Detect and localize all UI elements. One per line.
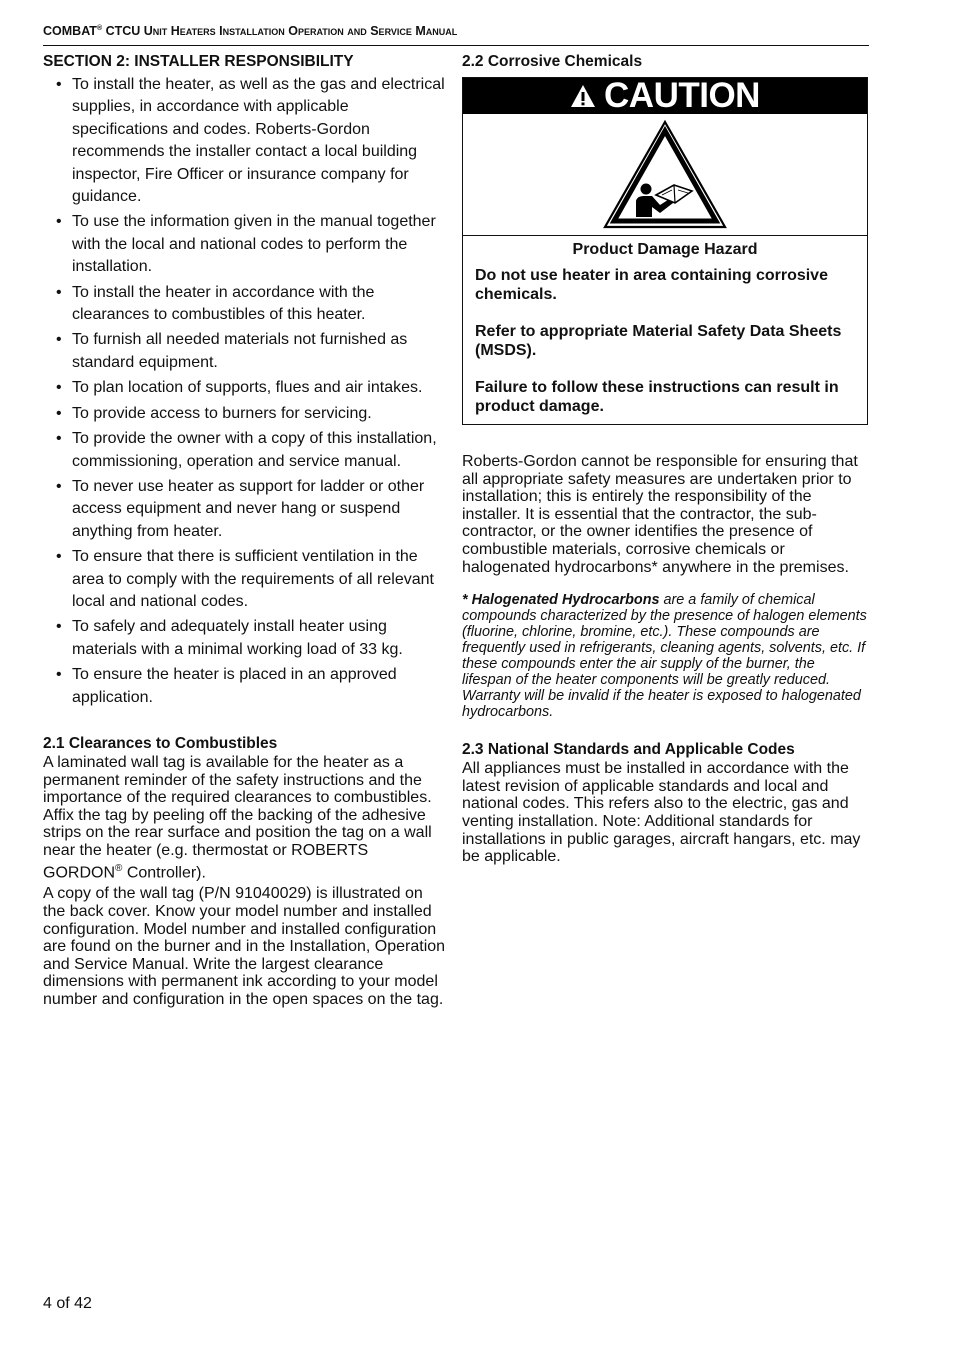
responsibility-item (43, 428, 448, 473)
responsibility-item-text: To ensure that there is sufficient ventilation in the area to comply with the requirements of all relevant local and national codes. (72, 548, 434, 610)
bullet-glyph: • (56, 548, 62, 566)
section2-title: SECTION 2: INSTALLER RESPONSIBILITY (43, 53, 354, 70)
section21-para1 (43, 754, 448, 881)
responsibility-item-text: To install the heater in accordance with the clearances to combustibles of this heater. (72, 283, 375, 324)
responsibility-item-text: To plan location of supports, flues and air intakes. (72, 379, 423, 397)
registered-mark: ® (115, 862, 123, 874)
warning-triangle-icon (570, 84, 596, 108)
bullet-glyph: • (56, 331, 62, 349)
responsibility-list (43, 74, 448, 709)
responsibility-item (43, 664, 448, 709)
bullet-glyph: • (56, 213, 62, 231)
bullet-glyph: • (56, 477, 62, 495)
responsibility-item-text: To ensure the heater is placed in an approved application. (72, 666, 397, 706)
halogen-note-term: * Halogenated Hydrocarbons (462, 592, 660, 609)
running-header (43, 24, 869, 46)
responsibility-item-text: To provide the owner with a copy of this installation, commissioning, operation and service manual. (72, 430, 437, 470)
responsibility-item-text: To provide access to burners for servicing. (72, 404, 372, 422)
section22-para1: Roberts-Gordon cannot be responsible for ensuring that all appropriate safety measures are undertaken prior to installation; this is entirely the responsibility of the installer. It is essential that the contractor, the sub-contractor, or the owner identifies the presence of combustible materials, corrosive chemicals or halogenated hydrocarbons* anywhere in the premises. (462, 453, 858, 576)
section23-title: 2.3 National Standards and Applicable Codes (462, 741, 795, 759)
caution-box (462, 77, 868, 425)
bullet-glyph: • (56, 283, 62, 301)
left-column (43, 52, 448, 1013)
bullet-glyph: • (56, 666, 62, 684)
responsibility-item (43, 74, 448, 208)
caution-label: CAUTION (604, 76, 760, 115)
responsibility-item (43, 282, 448, 327)
section21-title: 2.1 Clearances to Combustibles (43, 734, 278, 752)
read-manual-icon (602, 119, 728, 231)
bullet-glyph: • (56, 430, 62, 448)
bullet-glyph: • (56, 76, 62, 93)
caution-line: Failure to follow these instructions can result in product damage. (475, 379, 839, 415)
section21-para1-end: Controller). (122, 863, 206, 881)
responsibility-item (43, 377, 448, 399)
halogen-note-text: are a family of chemical compounds characterized by the presence of halogen elements (fluorine, chlorine, bromine, etc.). These compounds are frequently used in refrigerants, cleaning agents, solvents, etc. If these compounds enter the air supply of the burner, the lifespan of the heater components will be greatly reduced. Warranty will be invalid if the heater is exposed to halogenated hydrocarbons. (462, 592, 867, 721)
section21-para1-text: A laminated wall tag is available for the heater as a permanent reminder of the safety instructions and the importance of the required clearances to combustibles. Affix the tag by peeling off the backing of the adhesive strips on the rear surface and position the tag on a wall near the heater (e.g. thermostat or ROBERTS GORDON (43, 753, 432, 881)
section23-para: All appliances must be installed in accordance with the latest revision of applicable standards and local and national codes. This refers also to the electric, gas and venting installation. Note: Additional standards for installations in public garages, aircraft hangars, etc. may be applicable. (462, 760, 861, 866)
read-manual-pictogram (463, 114, 867, 236)
bullet-glyph: • (56, 379, 62, 397)
caution-line: Do not use heater in area containing corrosive chemicals. (475, 267, 828, 303)
brand-name: COMBAT (43, 24, 97, 38)
responsibility-item-text: To never use heater as support for ladder or other access equipment and never hang or suspend anything from heater. (72, 477, 425, 540)
responsibility-item (43, 403, 448, 425)
responsibility-item-text: To safely and adequately install heater using materials with a minimal working load of 33 kg. (72, 618, 403, 658)
responsibility-item (43, 211, 448, 278)
bullet-glyph: • (56, 404, 62, 422)
responsibility-item (43, 546, 448, 613)
responsibility-item-text: To furnish all needed materials not furnished as standard equipment. (72, 331, 408, 371)
bullet-glyph: • (56, 618, 62, 636)
hazard-title: Product Damage Hazard (572, 241, 758, 258)
right-column (462, 52, 868, 870)
responsibility-item (43, 616, 448, 661)
section21-para2: A copy of the wall tag (P/N 91040029) is illustrated on the back cover. Know your model number and installed configuration. Model number and installed configuration are found on the burner and in the Installation, Operation and Service Manual. Write the largest clearance dimensions with permanent ink according to your model number and configuration in the open spaces on the tag. (43, 885, 446, 1009)
responsibility-item (43, 476, 448, 543)
registered-mark: ® (96, 24, 103, 32)
manual-title: CTCU Unit Heaters Installation Operation and Service Manual (105, 24, 458, 38)
responsibility-item (43, 329, 448, 374)
halogen-note (462, 592, 868, 720)
caution-line: Refer to appropriate Material Safety Data Sheets (MSDS). (475, 323, 842, 359)
responsibility-item-text: To install the heater, as well as the gas and electrical supplies, in accordance with applicable specifications and codes. Roberts-Gordon recommends the installer contact a local building inspector, Fire Officer or insurance company for guidance. (72, 76, 445, 206)
caution-banner (463, 78, 867, 114)
responsibility-item-text: To use the information given in the manual together with the local and national codes to perform the installation. (72, 213, 436, 276)
page-number: 4 of 42 (43, 1295, 92, 1312)
section22-title: 2.2 Corrosive Chemicals (462, 53, 643, 70)
caution-message (463, 236, 867, 424)
